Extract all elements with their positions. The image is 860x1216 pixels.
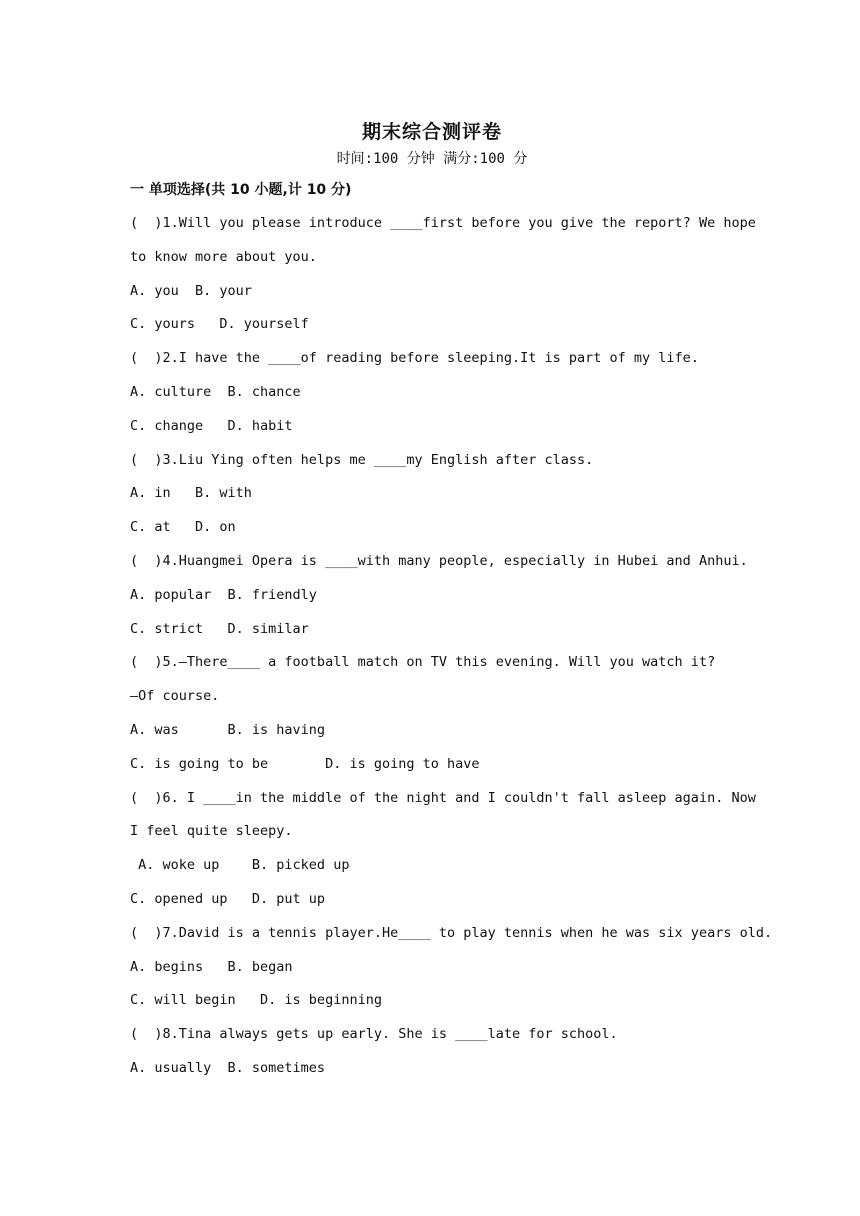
options-line: A. you B. your: [130, 282, 252, 299]
exam-title: 期末综合测评卷: [361, 121, 502, 143]
options-line: C. at D. on: [130, 519, 236, 536]
question-line: ( )6. I ____in the middle of the night and I couldn't fall asleep again. Now: [130, 789, 756, 806]
question-line: ( )7.David is a tennis player.He____ to play tennis when he was six years old.: [130, 924, 773, 941]
options-line: A. in B. with: [130, 485, 252, 502]
options-line: C. will begin D. is beginning: [130, 992, 382, 1009]
question-list: [130, 207, 773, 1086]
options-line: C. yours D. yourself: [130, 316, 309, 333]
exam-page: [130, 118, 773, 1086]
options-line: A. usually B. sometimes: [130, 1059, 326, 1076]
question-continuation-line: to know more about you.: [130, 248, 317, 265]
question-line: ( )8.Tina always gets up early. She is ____late for school.: [130, 1026, 618, 1043]
question-line: ( )3.Liu Ying often helps me ____my English after class.: [130, 451, 594, 468]
options-line: C. change D. habit: [130, 417, 293, 434]
section-heading: 一 单项选择(共 10 小题,计 10 分): [130, 182, 352, 198]
question-line: ( )5.—There____ a football match on TV this evening. Will you watch it?: [130, 654, 716, 671]
options-line: A. woke up B. picked up: [130, 857, 350, 874]
options-line: A. was B. is having: [130, 721, 326, 738]
exam-time-score: 时间:100 分钟 满分:100 分: [336, 151, 528, 167]
options-line: A. begins B. began: [130, 958, 293, 975]
question-line: ( )2.I have the ____of reading before sleeping.It is part of my life.: [130, 350, 699, 367]
question-line: ( )4.Huangmei Opera is ____with many people, especially in Hubei and Anhui.: [130, 552, 748, 569]
question-continuation-line: I feel quite sleepy.: [130, 823, 293, 840]
options-line: C. is going to be D. is going to have: [130, 755, 480, 772]
options-line: A. culture B. chance: [130, 383, 301, 400]
dialogue-line: —Of course.: [130, 688, 220, 705]
options-line: A. popular B. friendly: [130, 586, 317, 603]
options-line: C. strict D. similar: [130, 620, 309, 637]
options-line: C. opened up D. put up: [130, 890, 326, 907]
question-line: ( )1.Will you please introduce ____first before you give the report? We hope: [130, 215, 756, 231]
